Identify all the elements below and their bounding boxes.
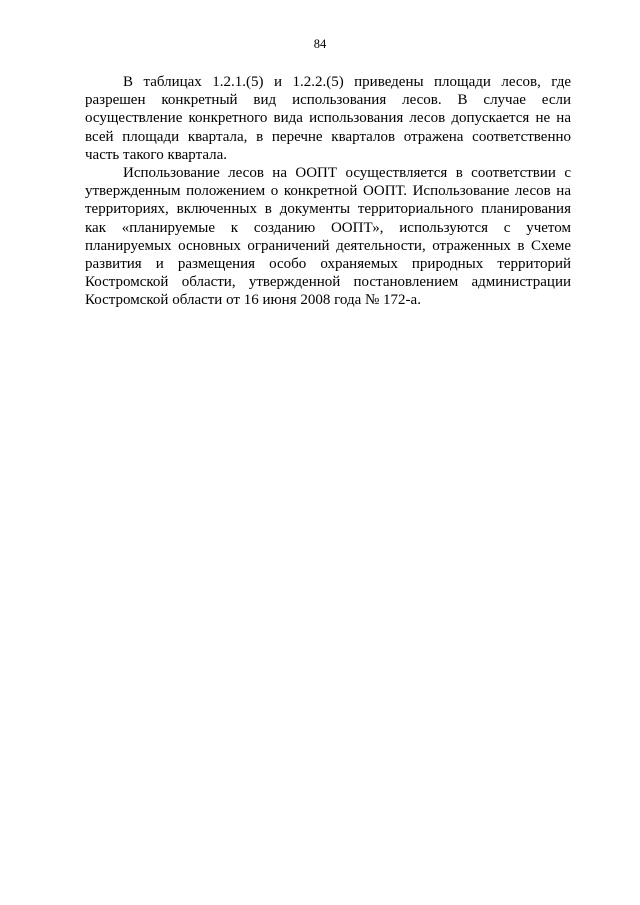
paragraph-protected-areas: Использование лесов на ООПТ осуществляется в соответствии с утвержденным положением о конкретной ООПТ. Использование лесов на территориях, включенных в документы территориального планирования как «планируемые к созданию ООПТ», используются с учетом планируемых основных ограничений деятельности, отраженных в Схеме развития и размещения особо охраняемых природных территорий Костромской области, утвержденной постановлением администрации Костромской области от 16 июня 2008 года № 172-а.	[85, 165, 571, 309]
page-number: 84	[313, 37, 327, 51]
document-body	[85, 73, 571, 310]
paragraph-forest-areas: В таблицах 1.2.1.(5) и 1.2.2.(5) приведены площади лесов, где разрешен конкретный вид использования лесов. В случае если осуществление конкретного вида использования лесов допускается не на всей площади квартала, в перечне кварталов отражена соответственно часть такого квартала.	[85, 74, 571, 163]
